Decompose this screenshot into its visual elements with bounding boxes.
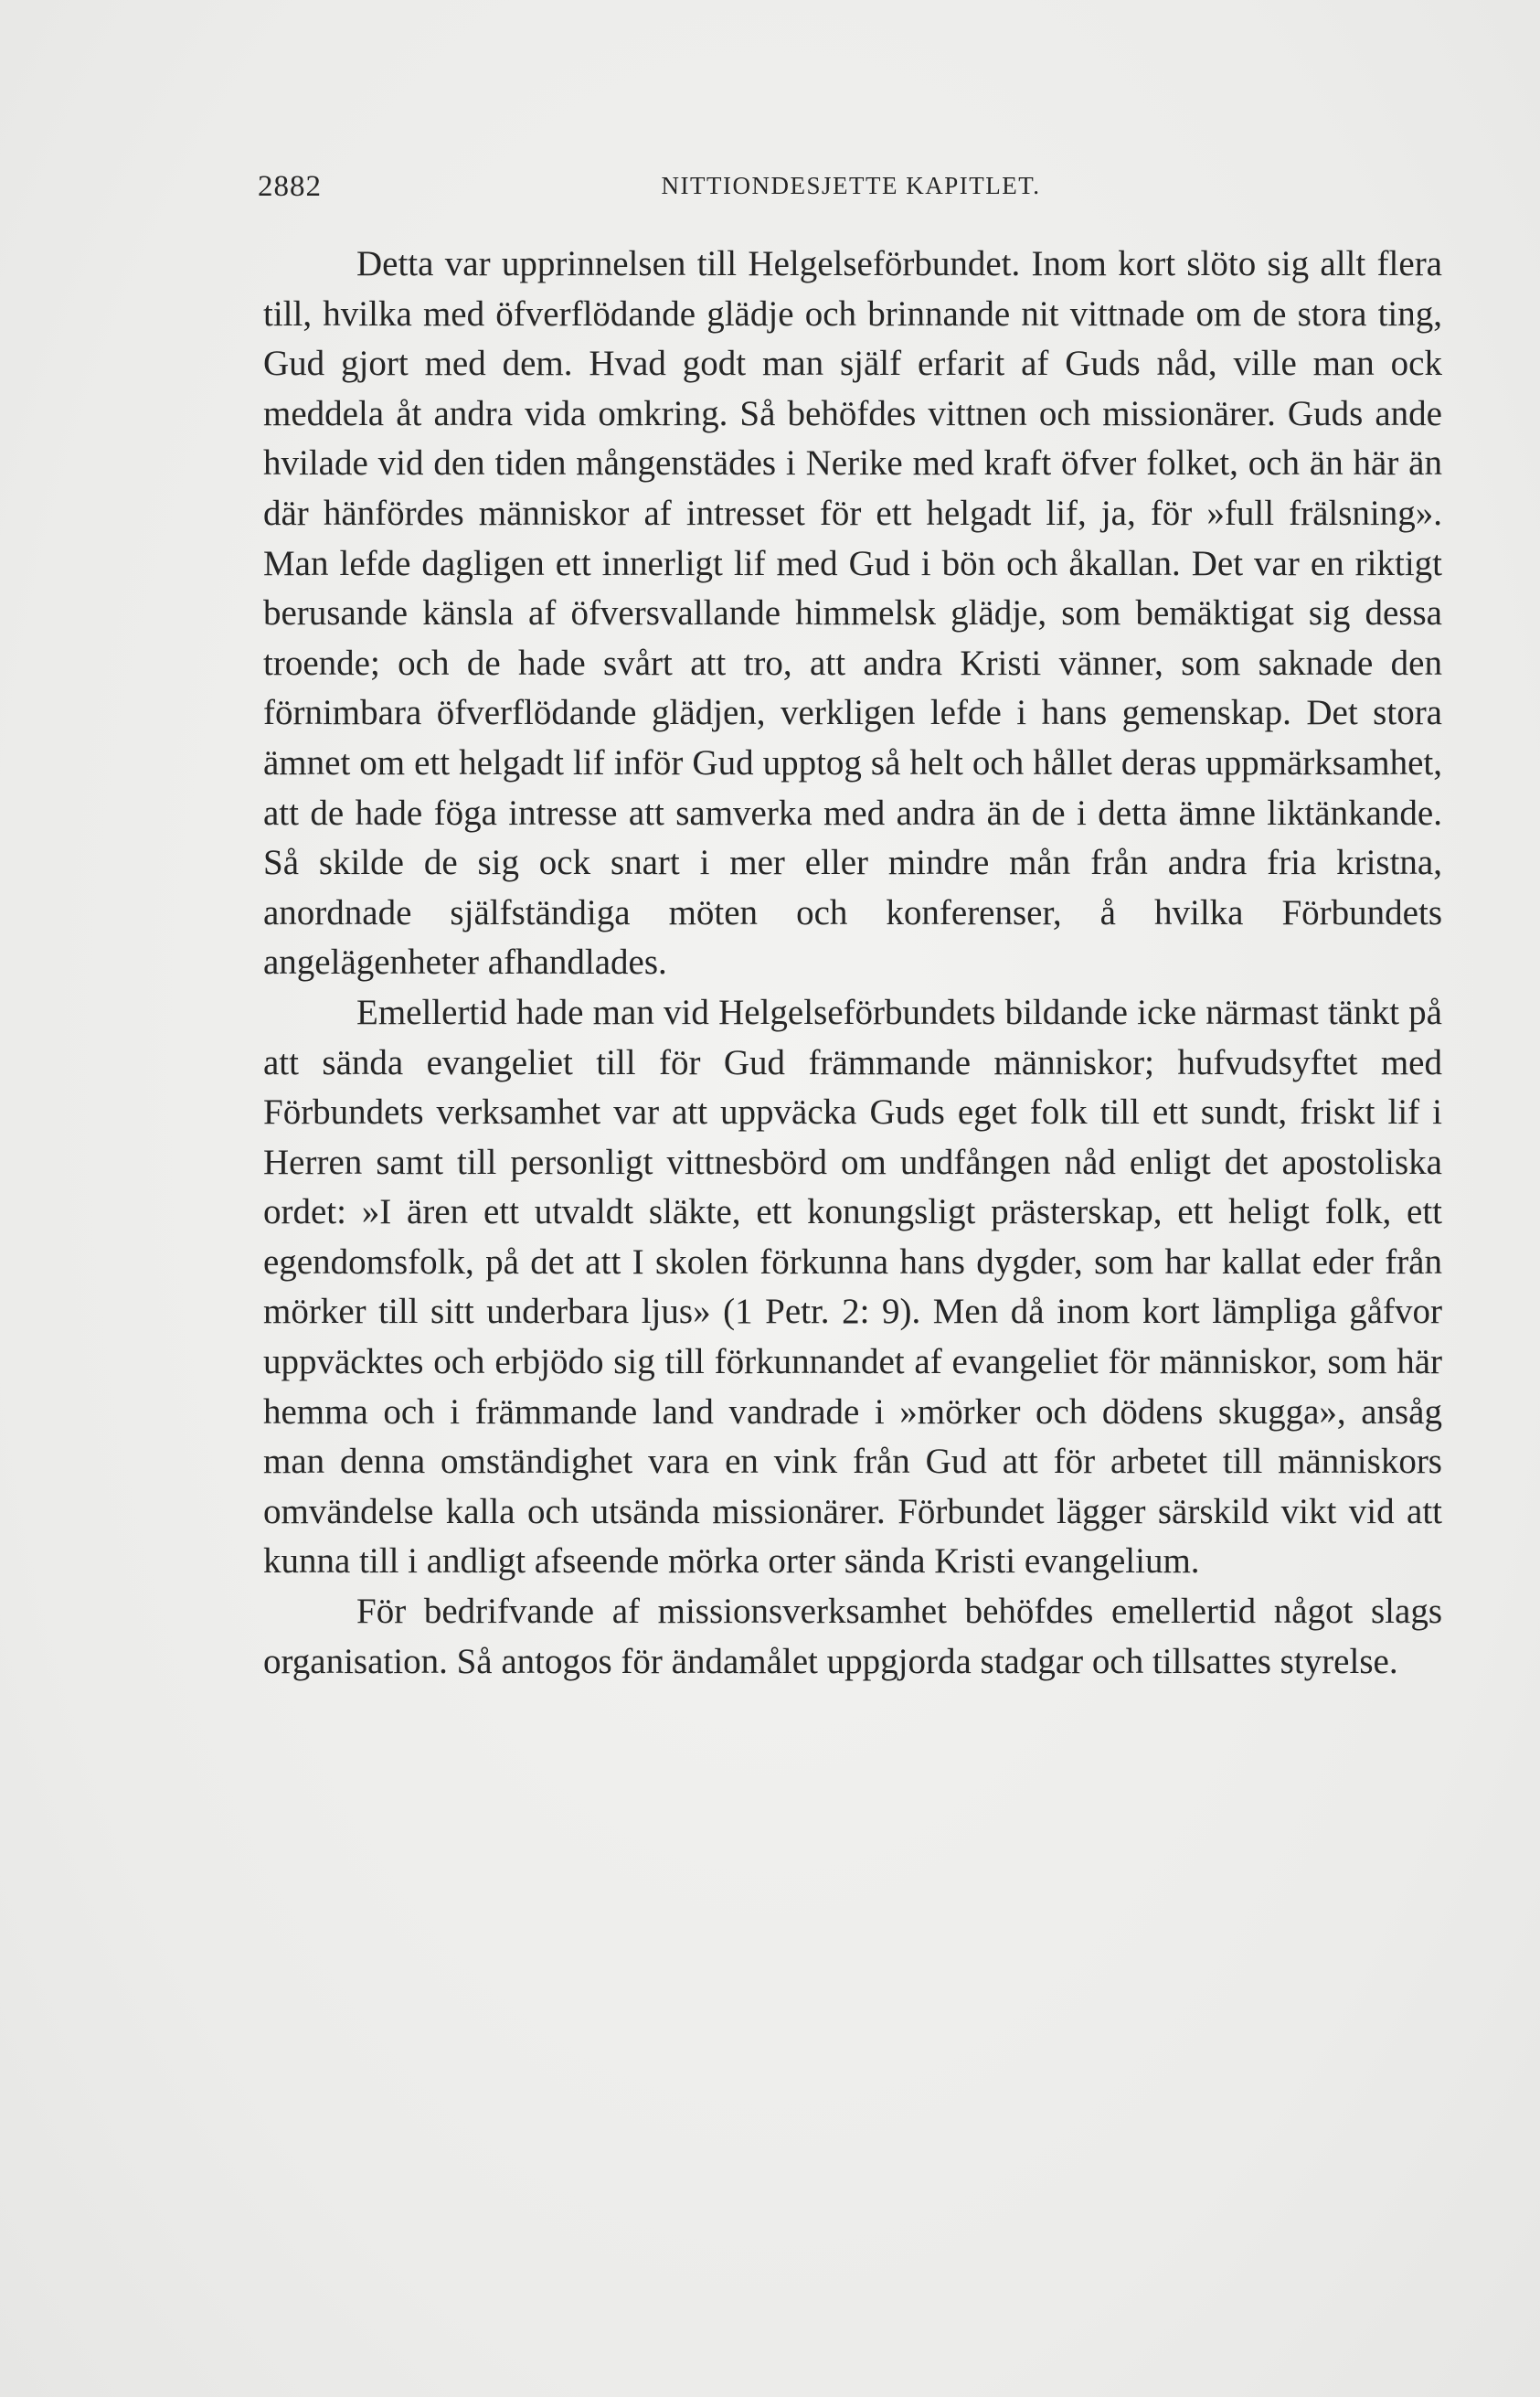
- page-number: 2882: [258, 170, 322, 203]
- paragraph: Detta var upprinnelsen till Helgelseförbundet. Inom kort slöto sig allt flera till, hvilka med öfverflödande glädje och brinnande nit vittnade om de stora ting, Gud gjort med dem. Hvad godt man själf erfarit af Guds nåd, ville man ock meddela åt andra vida omkring. Så behöfdes vittnen och missionärer. Guds ande hvilade vid den tiden mångenstädes i Nerike med kraft öfver folket, och än här än där hänfördes människor af intresset för ett helgadt lif, ja, för »full frälsning». Man lefde dagligen ett innerligt lif med Gud i bön och åkallan. Det var en riktigt berusande känsla af öfversvallande himmelsk glädje, som bemäktigat sig dessa troende; och de hade svårt att tro, att andra Kristi vänner, som saknade den förnimbara öfverflödande glädjen, verkligen lefde i hans gemenskap. Det stora ämnet om ett helgadt lif inför Gud upptog så helt och hållet deras uppmärksamhet, att de hade föga intresse att samverka med andra än de i detta ämne liktänkande. Så skilde de sig ock snart i mer eller mindre mån från andra fria kristna, anordnade själfständiga möten och konferenser, å hvilka Förbundets angelägenheter afhandlades.: [263, 244, 1442, 983]
- page-header: [258, 170, 1444, 216]
- body-text: [263, 240, 1442, 1687]
- paragraph: För bedrifvande af missionsverksamhet behöfdes emellertid något slags organisation. Så antogos för ändamålet uppgjorda stadgar och tillsattes styrelse.: [263, 1592, 1442, 1681]
- paragraph: Emellertid hade man vid Helgelseförbundets bildande icke närmast tänkt på att sända evangeliet till för Gud främmande människor; hufvudsyftet med Förbundets verksamhet var att uppväcka Guds eget folk till ett sundt, friskt lif i Herren samt till personligt vittnesbörd om undfången nåd enligt det apostoliska ordet: »I ären ett utvaldt släkte, ett konungsligt prästerskap, ett heligt folk, ett egendomsfolk, på det att I skolen förkunna hans dygder, som har kallat eder från mörker till sitt underbara ljus» (1 Petr. 2: 9). Men då inom kort lämpliga gåfvor uppväcktes och erbjödo sig till förkunnandet af evangeliet för människor, som här hemma och i främmande land vandrade i »mörker och dödens skugga», ansåg man denna omständighet vara en vink från Gud att för arbetet till människors omvändelse kalla och utsända missionärer. Förbundet lägger särskild vikt vid att kunna till i andligt afseende mörka orter sända Kristi evangelium.: [263, 992, 1442, 1582]
- running-head: NITTIONDESJETTE KAPITLET.: [661, 172, 1041, 199]
